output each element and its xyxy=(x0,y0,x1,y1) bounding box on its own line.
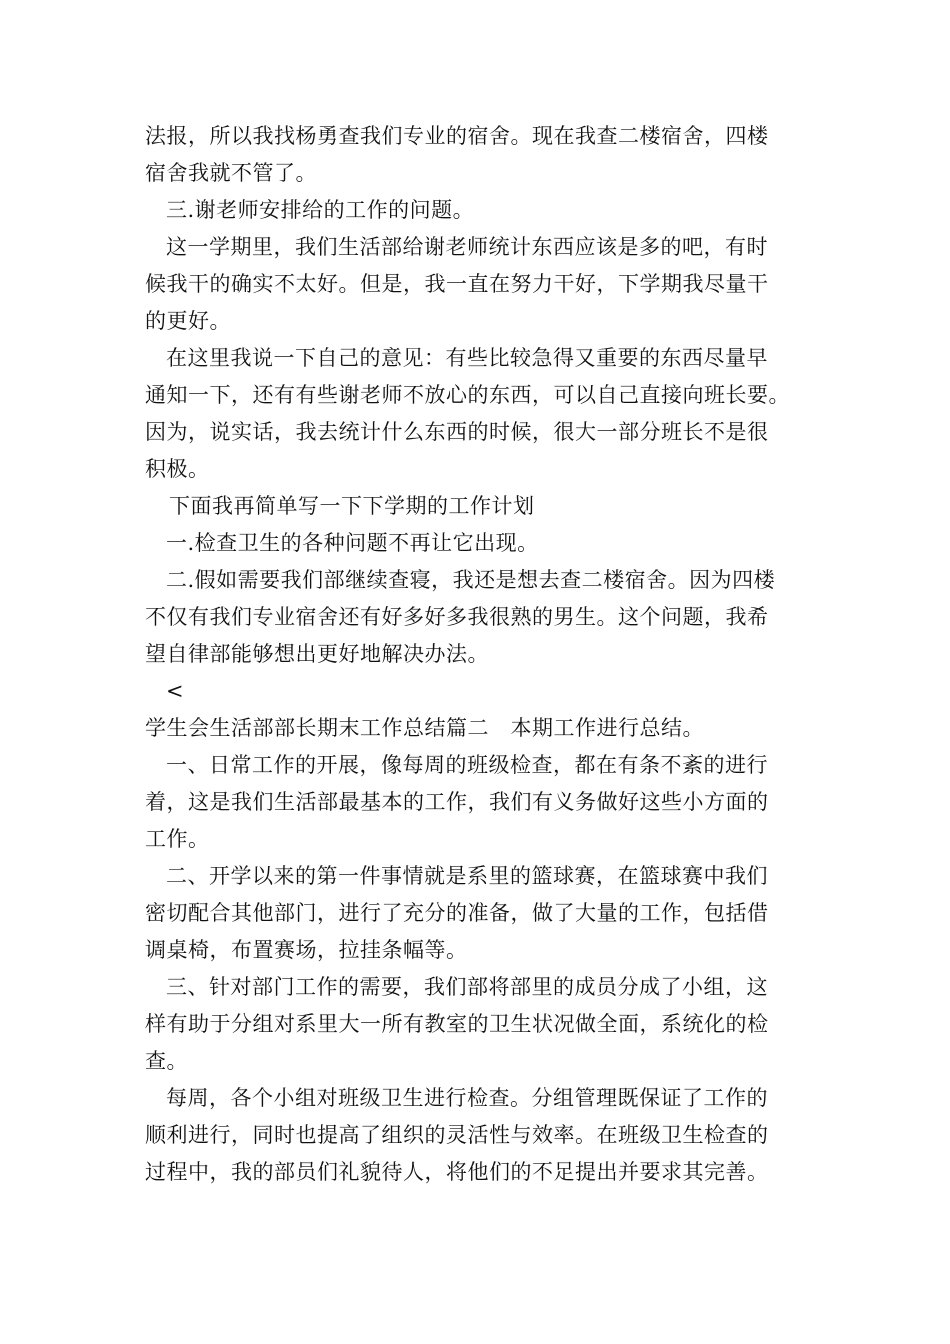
text-line: 不仅有我们专业宿舍还有好多好多我很熟的男生。这个问题，我希 xyxy=(145,605,769,629)
text-line: 这一学期里，我们生活部给谢老师统计东西应该是多的吧，有时 xyxy=(166,235,768,259)
text-line: 二.假如需要我们部继续查寝，我还是想去查二楼宿舍。因为四楼 xyxy=(166,568,776,592)
text-line: 宿舍我就不管了。 xyxy=(145,161,317,185)
text-line: < xyxy=(166,679,185,703)
text-line: 一.检查卫生的各种问题不再让它出现。 xyxy=(166,531,539,555)
text-line: 着，这是我们生活部最基本的工作，我们有义务做好这些小方面的 xyxy=(145,790,769,814)
text-line: 三.谢老师安排给的工作的问题。 xyxy=(166,198,475,222)
text-line: 密切配合其他部门，进行了充分的准备，做了大量的工作，包括借 xyxy=(145,901,769,925)
text-line: 积极。 xyxy=(145,457,210,481)
text-line: 候我干的确实不太好。但是，我一直在努力干好，下学期我尽量干 xyxy=(145,272,769,296)
text-line: 在这里我说一下自己的意见：有些比较急得又重要的东西尽量早 xyxy=(166,346,768,370)
text-line: 三、针对部门工作的需要，我们部将部里的成员分成了小组，这 xyxy=(166,975,768,999)
text-line: 工作。 xyxy=(145,827,210,851)
text-line: 下面我再简单写一下下学期的工作计划 xyxy=(169,494,535,518)
text-line: 法报，所以我找杨勇查我们专业的宿舍。现在我查二楼宿舍，四楼 xyxy=(145,124,769,148)
text-line: 因为，说实话，我去统计什么东西的时候，很大一部分班长不是很 xyxy=(145,420,769,444)
text-line: 顺利进行，同时也提高了组织的灵活性与效率。在班级卫生检查的 xyxy=(145,1123,769,1147)
text-line: 学生会生活部部长期末工作总结篇二 本期工作进行总结。 xyxy=(145,716,704,740)
text-line: 的更好。 xyxy=(145,309,231,333)
text-line: 查。 xyxy=(145,1049,188,1073)
text-line: 望自律部能够想出更好地解决办法。 xyxy=(145,642,489,666)
text-line: 二、开学以来的第一件事情就是系里的篮球赛，在篮球赛中我们 xyxy=(166,864,768,888)
text-line: 每周，各个小组对班级卫生进行检查。分组管理既保证了工作的 xyxy=(166,1086,768,1110)
text-line: 通知一下，还有有些谢老师不放心的东西，可以自己直接向班长要。 xyxy=(145,383,790,407)
document-body xyxy=(145,118,825,1191)
text-line: 过程中，我的部员们礼貌待人，将他们的不足提出并要求其完善。 xyxy=(145,1160,769,1184)
text-line: 样有助于分组对系里大一所有教室的卫生状况做全面，系统化的检 xyxy=(145,1012,769,1036)
text-line: 调桌椅，布置赛场，拉挂条幅等。 xyxy=(145,938,468,962)
text-line: 一、日常工作的开展，像每周的班级检查，都在有条不紊的进行 xyxy=(166,753,768,777)
